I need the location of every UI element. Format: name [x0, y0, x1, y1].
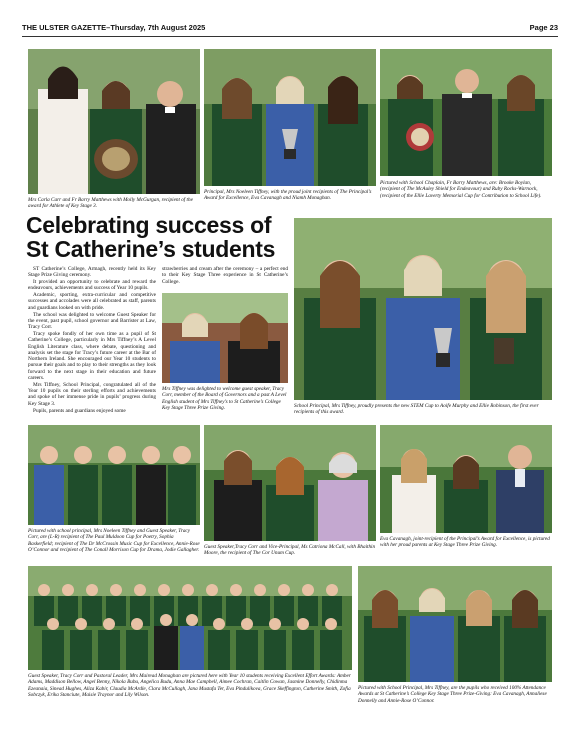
caption-stem-cup: School Principal, Mrs Tiffney, proudly presents the new STEM Cup to Aoife Murphy and Ellie Robinson, the first ever recipients of this award.: [294, 403, 539, 416]
headline-line-2: St Catherine’s students: [26, 236, 276, 262]
photo-poetry-music-drama: [28, 425, 200, 525]
headline-line-1: Celebrating success of: [26, 212, 272, 238]
article-paragraph: ST Catherine’s College, Armagh, recently held its Key Stage Prize Giving ceremony.: [28, 266, 156, 279]
photo-proud-parents: [380, 425, 552, 533]
article-paragraph: The school was delighted to welcome Guest Speaker for the event, past pupil, school governor and Barrister at Law, Tracy Corr.: [28, 311, 156, 331]
caption-guest-speaker: Mrs Tiffney was delighted to welcome guest speaker, Tracy Corr, member of the Board of Governors and a past A Level English student of Mrs Tiffney’s to St Catherine’s College Key Stage Three Prize Giving.: [162, 386, 287, 411]
photo-guest-speaker: [162, 293, 288, 383]
article-paragraph: It provided an opportunity to celebrate and reward the endeavours, achievements and success of Year 10 pupils.: [28, 279, 156, 292]
caption-cor-unum-cup: Guest Speaker,Tracy Corr and Vice-Principal, Ms Catriona McCall, with Bhaithin Moore, the recipient of The Cor Unum Cup.: [204, 544, 376, 557]
photo-athlete-award: [28, 49, 200, 194]
caption-principals-award: Principal, Mrs Noeleen Tiffney, with the proud joint recipients of The Principal’s Award for Excellence, Eva Cavanagh and Niamh Monaghan.: [204, 189, 372, 202]
photo-stem-cup: [294, 218, 552, 400]
caption-proud-parents: Eva Cavanagh, joint-recipient of the Principal’s Award for Excellence, is pictured with her proud parents at Key Stage Three Prize Giving.: [380, 536, 550, 549]
caption-poetry-music-drama: Pictured with school principal, Mrs Noeleen Tiffney and Guest Speaker, Tracy Corr, are (L-R) recipient of The Paul Muldoon Cup for Poetry, Sophia Baskerfield; recipient of The Dr McCrossin Music Cup for Excellence, Annie-Rose O’Connor and recipient of The Conall Morrison Cup for Drama, Jodie Gallagher.: [28, 528, 200, 553]
article-body-left: [28, 266, 156, 414]
photo-excellent-effort-awards: [28, 566, 352, 670]
article-paragraph: Tracy spoke fondly of her own time as a pupil of St Catherine’s College, particularly in Mrs Tiffney’s A Level English Literature class, where debate, questioning and analysis set the stage for Tracy’s future career at the Bar of Northern Ireland. She encouraged our Year 10 students to pursue their goals and to play to their strengths as they look forward to the next stage in their education and future careers.: [28, 330, 156, 382]
article-paragraph: Mrs Tiffney, School Principal, congratulated all of the Year 10 pupils on their sterling efforts and achievements and spoke of her immense pride in pupils’ progress during Key Stage 3.: [28, 381, 156, 407]
page-number: Page 23: [529, 23, 558, 32]
page-header: [22, 22, 558, 37]
caption-chaplain-awards: Pictured with School Chaplain, Fr Barry Matthews, are: Brooke Boylan, (recipient of The McAuley Shield for Endeavour) and Ruby Rocks-Warnock, (recipient of the Ellie Laverty Memorial Cup for Contribution to School Life).: [380, 180, 542, 199]
photo-cor-unum-cup: [204, 425, 376, 541]
article-paragraph: Pupils, parents and guardians enjoyed some: [33, 407, 126, 414]
photo-attendance-awards: [358, 566, 552, 682]
photo-chaplain-awards: [380, 49, 552, 176]
caption-attendance-awards: Pictured with School Principal, Mrs Tiffney, are the pupils who received 100% Attendance Awards at St Catherine’s College Key Stage Three Prize-Giving: Eva Cavanagh, Annaliese Donnelly and Annie-Rose O’Connor.: [358, 685, 547, 704]
article-headline: [26, 213, 294, 261]
masthead-date: THE ULSTER GAZETTE–Thursday, 7th August 2025: [22, 23, 206, 32]
article-paragraph: strawberries and cream after the ceremony – a perfect end to their Key Stage Three experience in St Catherine’s College.: [162, 266, 288, 285]
article-body-right: [162, 266, 288, 285]
caption-excellent-effort-awards: Guest Speaker, Tracy Corr and Pastoral Leader, Mrs Mairead Monaghan are pictured here with Year 10 students receiving Excellent Effort Awards: Amber Adams, Maddison Bellow, Angel Benny, Nikola Bubu, Angelica Budu, Anna Mae Campbell, Aimee Cochran, Caitlin Cowan, Jasmine Donnelly, Chidinma Ezeanaia, Sinead Hughes, Aliza Kabir, Claudia McArdle, Clara McCullagh, Jana Mustafa Ter, Eva Pindulikova, Grace Skeffington, Catherine Smith, Zofia Sobczyk, Erika Stanciute, Maisie Traynor and Lily Wilson.: [28, 673, 351, 698]
article-paragraph: Academic, sporting, extra-curricular and competitive successes and accolades were all celebrated as staff, parents and guardians looked on with pride.: [28, 292, 156, 311]
caption-athlete-award: Mrs Carla Carr and Fr Barry Matthews with Molly McGurgan, recipient of the award for Athlete of Key Stage 3.: [28, 197, 193, 210]
photo-principals-award: [204, 49, 376, 186]
